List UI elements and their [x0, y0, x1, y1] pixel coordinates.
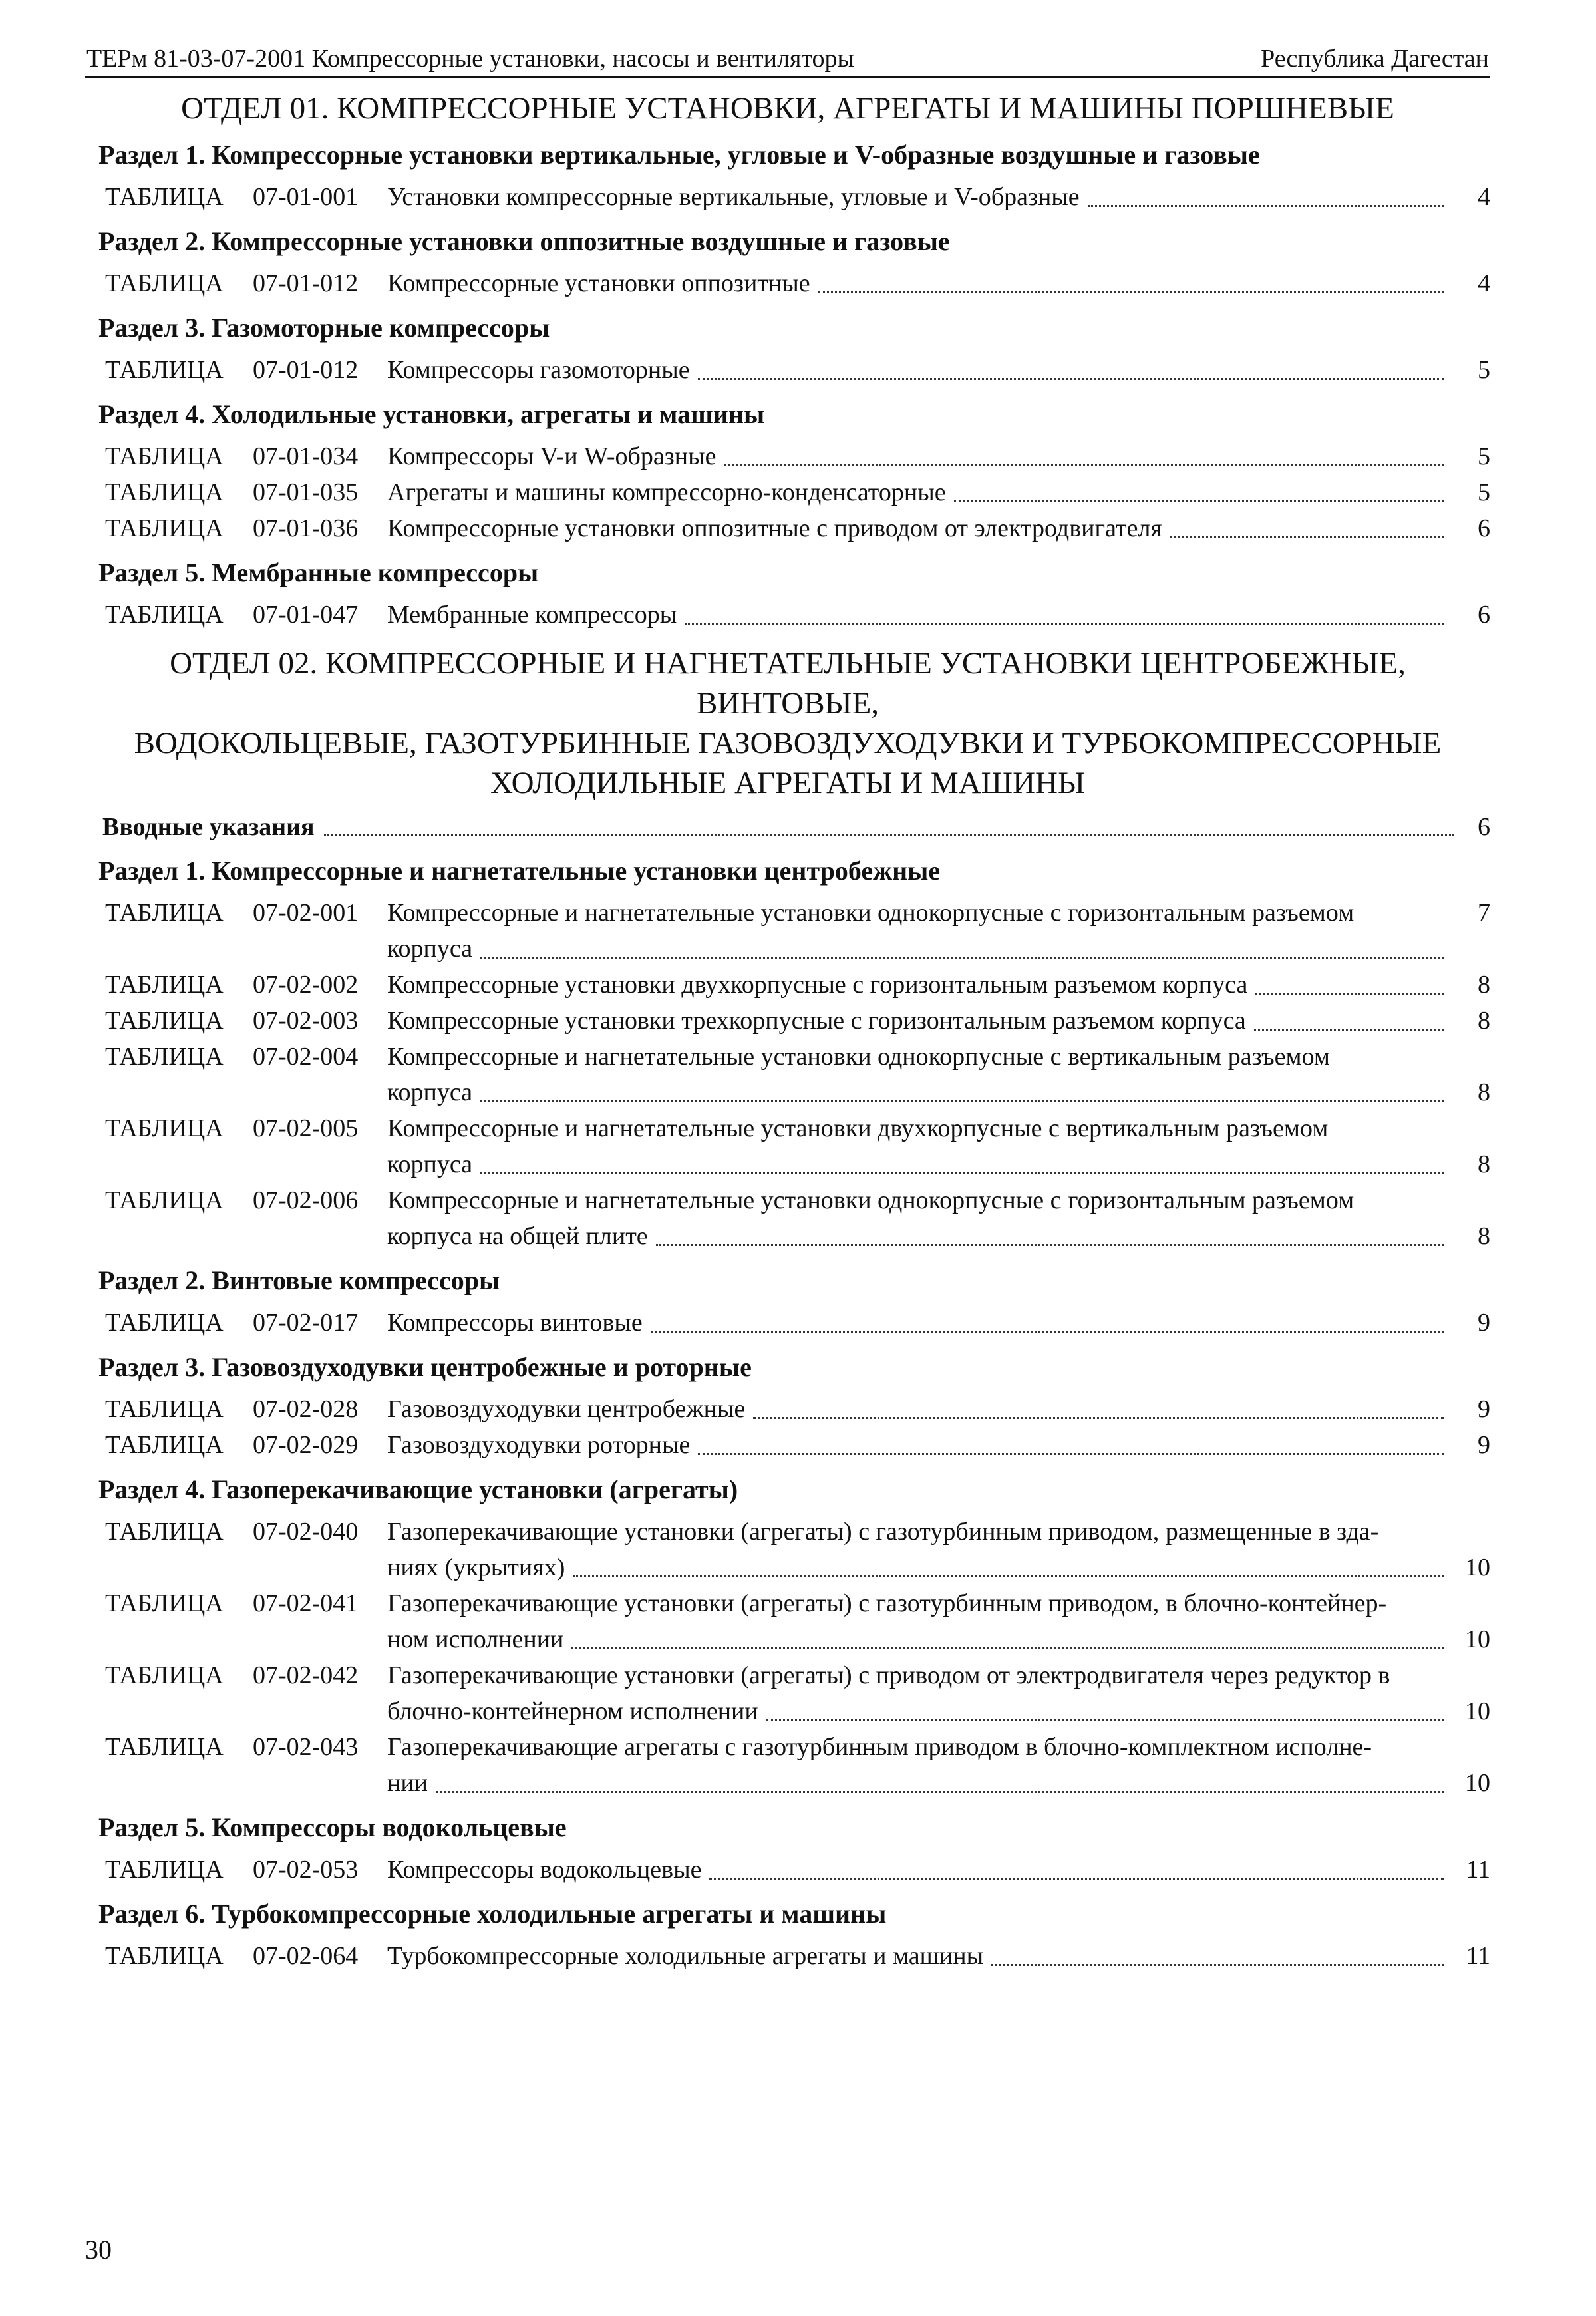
entry-page-number: 8	[1478, 971, 1490, 999]
department-title	[85, 88, 1490, 128]
table-label: ТАБЛИЦА	[105, 1043, 224, 1071]
table-label: ТАБЛИЦА	[105, 1309, 224, 1337]
table-code: 07-02-064	[253, 1942, 359, 1970]
entry-page-number: 6	[1478, 514, 1490, 542]
dot-leader	[1170, 536, 1444, 538]
toc-entry	[105, 1852, 1490, 1888]
entry-page-number: 7	[1478, 899, 1490, 927]
toc-entry	[105, 1585, 1490, 1657]
entry-page-number: 10	[1465, 1554, 1490, 1581]
entry-page-number: 5	[1478, 356, 1490, 384]
toc-entry	[105, 1514, 1490, 1585]
table-code: 07-02-004	[253, 1043, 359, 1071]
dot-leader	[436, 1791, 1444, 1793]
dot-leader	[1254, 1029, 1444, 1031]
table-code: 07-01-012	[253, 356, 359, 384]
table-description	[387, 1585, 1450, 1657]
toc-entry	[105, 1427, 1490, 1463]
description-line: Компрессорные и нагнетательные установки однокорпусные с горизонтальным разъемом	[387, 899, 1355, 927]
table-description	[387, 1182, 1450, 1254]
toc-entry	[105, 1003, 1490, 1039]
entry-page-number: 5	[1478, 442, 1490, 470]
toc-entry	[105, 1110, 1490, 1182]
table-of-contents	[85, 88, 1490, 1974]
description-line: ном исполнении	[387, 1625, 564, 1653]
description-line: Компрессорные и нагнетательные установки однокорпусные с вертикальным разъемом	[387, 1043, 1330, 1071]
document-page	[85, 35, 1490, 1974]
table-code: 07-01-034	[253, 442, 359, 470]
table-label: ТАБЛИЦА	[105, 1733, 224, 1761]
header-region: Республика Дагестан	[1261, 45, 1489, 73]
entry-page-number: 8	[1478, 1078, 1490, 1106]
description-continuation	[387, 931, 1450, 967]
description-line: Компрессорные установки оппозитные	[387, 269, 810, 297]
table-label: ТАБЛИЦА	[105, 356, 224, 384]
table-code: 07-02-006	[253, 1186, 359, 1214]
toc-entry	[105, 597, 1490, 633]
table-code: 07-02-053	[253, 1856, 359, 1884]
description-line: корпуса	[387, 1150, 473, 1178]
department-title-line: ВОДОКОЛЬЦЕВЫЕ, ГАЗОТУРБИННЫЕ ГАЗОВОЗДУХОДУВКИ И ТУРБОКОМПРЕССОРНЫЕ	[134, 726, 1442, 760]
dot-leader	[991, 1964, 1444, 1966]
description-line: Турбокомпрессорные холодильные агрегаты и машины	[387, 1942, 984, 1970]
table-description	[387, 1514, 1450, 1585]
department-title-line: ОТДЕЛ 02. КОМПРЕССОРНЫЕ И НАГНЕТАТЕЛЬНЫЕ УСТАНОВКИ ЦЕНТРОБЕЖНЫЕ, ВИНТОВЫЕ,	[170, 646, 1406, 721]
description-line: Компрессорные установки трехкорпусные с горизонтальным разъемом корпуса	[387, 1007, 1246, 1035]
description-continuation	[387, 1765, 1450, 1801]
department-title-line: ОТДЕЛ 01. КОМПРЕССОРНЫЕ УСТАНОВКИ, АГРЕГАТЫ И МАШИНЫ ПОРШНЕВЫЕ	[181, 91, 1394, 126]
table-code: 07-02-040	[253, 1518, 359, 1546]
intro-page-number: 6	[1478, 813, 1490, 841]
table-label: ТАБЛИЦА	[105, 478, 224, 506]
description-line: Газовоздуходувки центробежные	[387, 1395, 746, 1423]
dot-leader	[698, 378, 1444, 380]
description-continuation	[387, 1146, 1450, 1182]
table-label: ТАБЛИЦА	[105, 1186, 224, 1214]
table-description	[387, 1938, 1450, 1974]
table-code: 07-02-001	[253, 899, 359, 927]
table-description	[387, 179, 1450, 215]
table-label: ТАБЛИЦА	[105, 1589, 224, 1617]
table-description	[387, 967, 1450, 1003]
department-title-line: ХОЛОДИЛЬНЫЕ АГРЕГАТЫ И МАШИНЫ	[490, 766, 1085, 800]
entry-page-number: 10	[1465, 1769, 1490, 1797]
dot-leader	[753, 1417, 1444, 1419]
dot-leader	[698, 1453, 1444, 1455]
table-code: 07-02-041	[253, 1589, 359, 1617]
dot-leader	[724, 464, 1444, 466]
description-line: нии	[387, 1769, 428, 1797]
entry-page-number: 4	[1478, 269, 1490, 297]
description-continuation	[387, 1218, 1450, 1254]
description-line: Компрессоры водокольцевые	[387, 1856, 702, 1884]
dot-leader	[571, 1647, 1444, 1649]
dot-leader	[709, 1878, 1444, 1880]
description-line: корпуса на общей плите	[387, 1222, 648, 1250]
table-code: 07-01-001	[253, 183, 359, 211]
toc-entry	[105, 1391, 1490, 1427]
table-label: ТАБЛИЦА	[105, 1395, 224, 1423]
dot-leader	[1255, 993, 1444, 995]
toc-entry	[105, 474, 1490, 510]
entry-page-number: 5	[1478, 478, 1490, 506]
description-line: Компрессоры V-и W-образные	[387, 442, 717, 470]
description-line: ниях (укрытиях)	[387, 1554, 565, 1581]
table-description	[387, 597, 1450, 633]
dot-leader	[324, 834, 1454, 836]
dot-leader	[480, 1100, 1444, 1102]
entry-page-number: 6	[1478, 601, 1490, 629]
table-label: ТАБЛИЦА	[105, 1114, 224, 1142]
table-label: ТАБЛИЦА	[105, 269, 224, 297]
description-line: Компрессорные установки двухкорпусные с горизонтальным разъемом корпуса	[387, 971, 1248, 999]
table-description	[387, 1305, 1450, 1341]
description-line: Компрессоры винтовые	[387, 1309, 643, 1337]
table-description	[387, 895, 1450, 967]
toc-entry	[105, 179, 1490, 215]
section-title: Раздел 5. Компрессоры водокольцевые	[98, 1812, 567, 1842]
section-title: Раздел 6. Турбокомпрессорные холодильные агрегаты и машины	[98, 1899, 887, 1929]
section-title: Раздел 1. Компрессорные и нагнетательные установки центробежные	[98, 856, 941, 886]
entry-page-number: 10	[1465, 1625, 1490, 1653]
table-code: 07-02-002	[253, 971, 359, 999]
entry-page-number: 11	[1466, 1942, 1490, 1970]
toc-entry	[105, 352, 1490, 388]
table-description	[387, 1391, 1450, 1427]
table-label: ТАБЛИЦА	[105, 514, 224, 542]
dot-leader	[480, 1172, 1444, 1174]
description-line: Установки компрессорные вертикальные, угловые и V-образные	[387, 183, 1080, 211]
entry-page-number: 8	[1478, 1007, 1490, 1035]
table-code: 07-01-012	[253, 269, 359, 297]
entry-page-number: 9	[1478, 1395, 1490, 1423]
description-line: Газоперекачивающие установки (агрегаты) с приводом от электродвигателя через редуктор в	[387, 1661, 1390, 1689]
table-label: ТАБЛИЦА	[105, 1661, 224, 1689]
toc-entry	[105, 1182, 1490, 1254]
table-description	[387, 1657, 1450, 1729]
description-continuation	[387, 1075, 1450, 1110]
description-line: Компрессоры газомоторные	[387, 356, 690, 384]
description-line: Газоперекачивающие установки (агрегаты) с газотурбинным приводом, в блочно-контейнер-	[387, 1589, 1387, 1617]
table-label: ТАБЛИЦА	[105, 1431, 224, 1459]
department-title	[85, 643, 1490, 803]
table-code: 07-01-036	[253, 514, 359, 542]
toc-entry	[105, 895, 1490, 967]
description-line: Газоперекачивающие установки (агрегаты) с газотурбинным приводом, размещенные в зда-	[387, 1518, 1379, 1546]
table-description	[387, 1110, 1450, 1182]
description-continuation	[387, 1621, 1450, 1657]
entry-page-number: 8	[1478, 1150, 1490, 1178]
toc-entry	[105, 265, 1490, 301]
dot-leader	[480, 957, 1444, 959]
table-label: ТАБЛИЦА	[105, 442, 224, 470]
section-title: Раздел 5. Мембранные компрессоры	[98, 558, 539, 587]
toc-entry	[105, 967, 1490, 1003]
page-number: 30	[85, 2235, 112, 2265]
description-continuation	[387, 1693, 1450, 1729]
section-title: Раздел 2. Винтовые компрессоры	[98, 1265, 500, 1295]
table-code: 07-01-047	[253, 601, 359, 629]
table-label: ТАБЛИЦА	[105, 183, 224, 211]
description-line: корпуса	[387, 935, 473, 963]
toc-entry	[105, 1729, 1490, 1801]
entry-page-number: 4	[1478, 183, 1490, 211]
table-description	[387, 474, 1450, 510]
section-title: Раздел 4. Холодильные установки, агрегаты и машины	[98, 399, 765, 429]
description-line: Газоперекачивающие агрегаты с газотурбинным приводом в блочно-комплектном исполне-	[387, 1733, 1372, 1761]
section-title: Раздел 3. Газовоздуходувки центробежные и роторные	[98, 1352, 752, 1382]
table-description	[387, 1003, 1450, 1039]
table-code: 07-02-029	[253, 1431, 359, 1459]
dot-leader	[685, 623, 1444, 625]
table-description	[387, 265, 1450, 301]
table-code: 07-02-043	[253, 1733, 359, 1761]
entry-page-number: 9	[1478, 1431, 1490, 1459]
table-description	[387, 510, 1450, 546]
table-label: ТАБЛИЦА	[105, 1856, 224, 1884]
table-code: 07-02-017	[253, 1309, 359, 1337]
table-code: 07-02-028	[253, 1395, 359, 1423]
entry-page-number: 10	[1465, 1697, 1490, 1725]
toc-entry	[105, 510, 1490, 546]
toc-entry	[105, 1039, 1490, 1110]
table-description	[387, 438, 1450, 474]
table-description	[387, 1427, 1450, 1463]
toc-entry	[105, 1938, 1490, 1974]
table-label: ТАБЛИЦА	[105, 1942, 224, 1970]
dot-leader	[656, 1244, 1444, 1246]
dot-leader	[573, 1575, 1444, 1577]
section-title: Раздел 1. Компрессорные установки вертикальные, угловые и V-образные воздушные и газовые	[98, 140, 1260, 170]
dot-leader	[818, 291, 1444, 293]
toc-entry	[105, 438, 1490, 474]
description-line: Компрессорные и нагнетательные установки двухкорпусные с вертикальным разъемом	[387, 1114, 1329, 1142]
entry-page-number: 9	[1478, 1309, 1490, 1337]
toc-entry	[105, 1305, 1490, 1341]
dot-leader	[1088, 205, 1444, 207]
table-code: 07-02-042	[253, 1661, 359, 1689]
table-label: ТАБЛИЦА	[105, 1007, 224, 1035]
entry-page-number: 11	[1466, 1856, 1490, 1884]
table-code: 07-02-005	[253, 1114, 359, 1142]
dot-leader	[651, 1331, 1444, 1333]
toc-entry	[105, 1657, 1490, 1729]
description-line: Газовоздуходувки роторные	[387, 1431, 691, 1459]
running-header	[85, 35, 1490, 78]
dot-leader	[954, 500, 1444, 502]
description-line: Компрессорные установки оппозитные с приводом от электродвигателя	[387, 514, 1162, 542]
description-line: корпуса	[387, 1078, 473, 1106]
table-description	[387, 1729, 1450, 1801]
table-label: ТАБЛИЦА	[105, 899, 224, 927]
intro-title: Вводные указания	[102, 813, 315, 841]
toc-intro-entry	[102, 810, 1490, 844]
section-title: Раздел 2. Компрессорные установки оппозитные воздушные и газовые	[98, 226, 950, 256]
description-continuation	[387, 1550, 1450, 1585]
table-label: ТАБЛИЦА	[105, 1518, 224, 1546]
dot-leader	[766, 1719, 1444, 1721]
entry-page-number: 8	[1478, 1222, 1490, 1250]
table-code: 07-01-035	[253, 478, 359, 506]
table-description	[387, 1039, 1450, 1110]
table-description	[387, 1852, 1450, 1888]
section-title: Раздел 4. Газоперекачивающие установки (агрегаты)	[98, 1474, 738, 1504]
description-line: Мембранные компрессоры	[387, 601, 677, 629]
section-title: Раздел 3. Газомоторные компрессоры	[98, 313, 550, 343]
table-label: ТАБЛИЦА	[105, 971, 224, 999]
table-description	[387, 352, 1450, 388]
header-title: ТЕРм 81-03-07-2001 Компрессорные установки, насосы и вентиляторы	[86, 45, 855, 73]
description-line: Агрегаты и машины компрессорно-конденсаторные	[387, 478, 946, 506]
description-line: Компрессорные и нагнетательные установки однокорпусные с горизонтальным разъемом	[387, 1186, 1355, 1214]
description-line: блочно-контейнерном исполнении	[387, 1697, 758, 1725]
table-code: 07-02-003	[253, 1007, 359, 1035]
table-label: ТАБЛИЦА	[105, 601, 224, 629]
